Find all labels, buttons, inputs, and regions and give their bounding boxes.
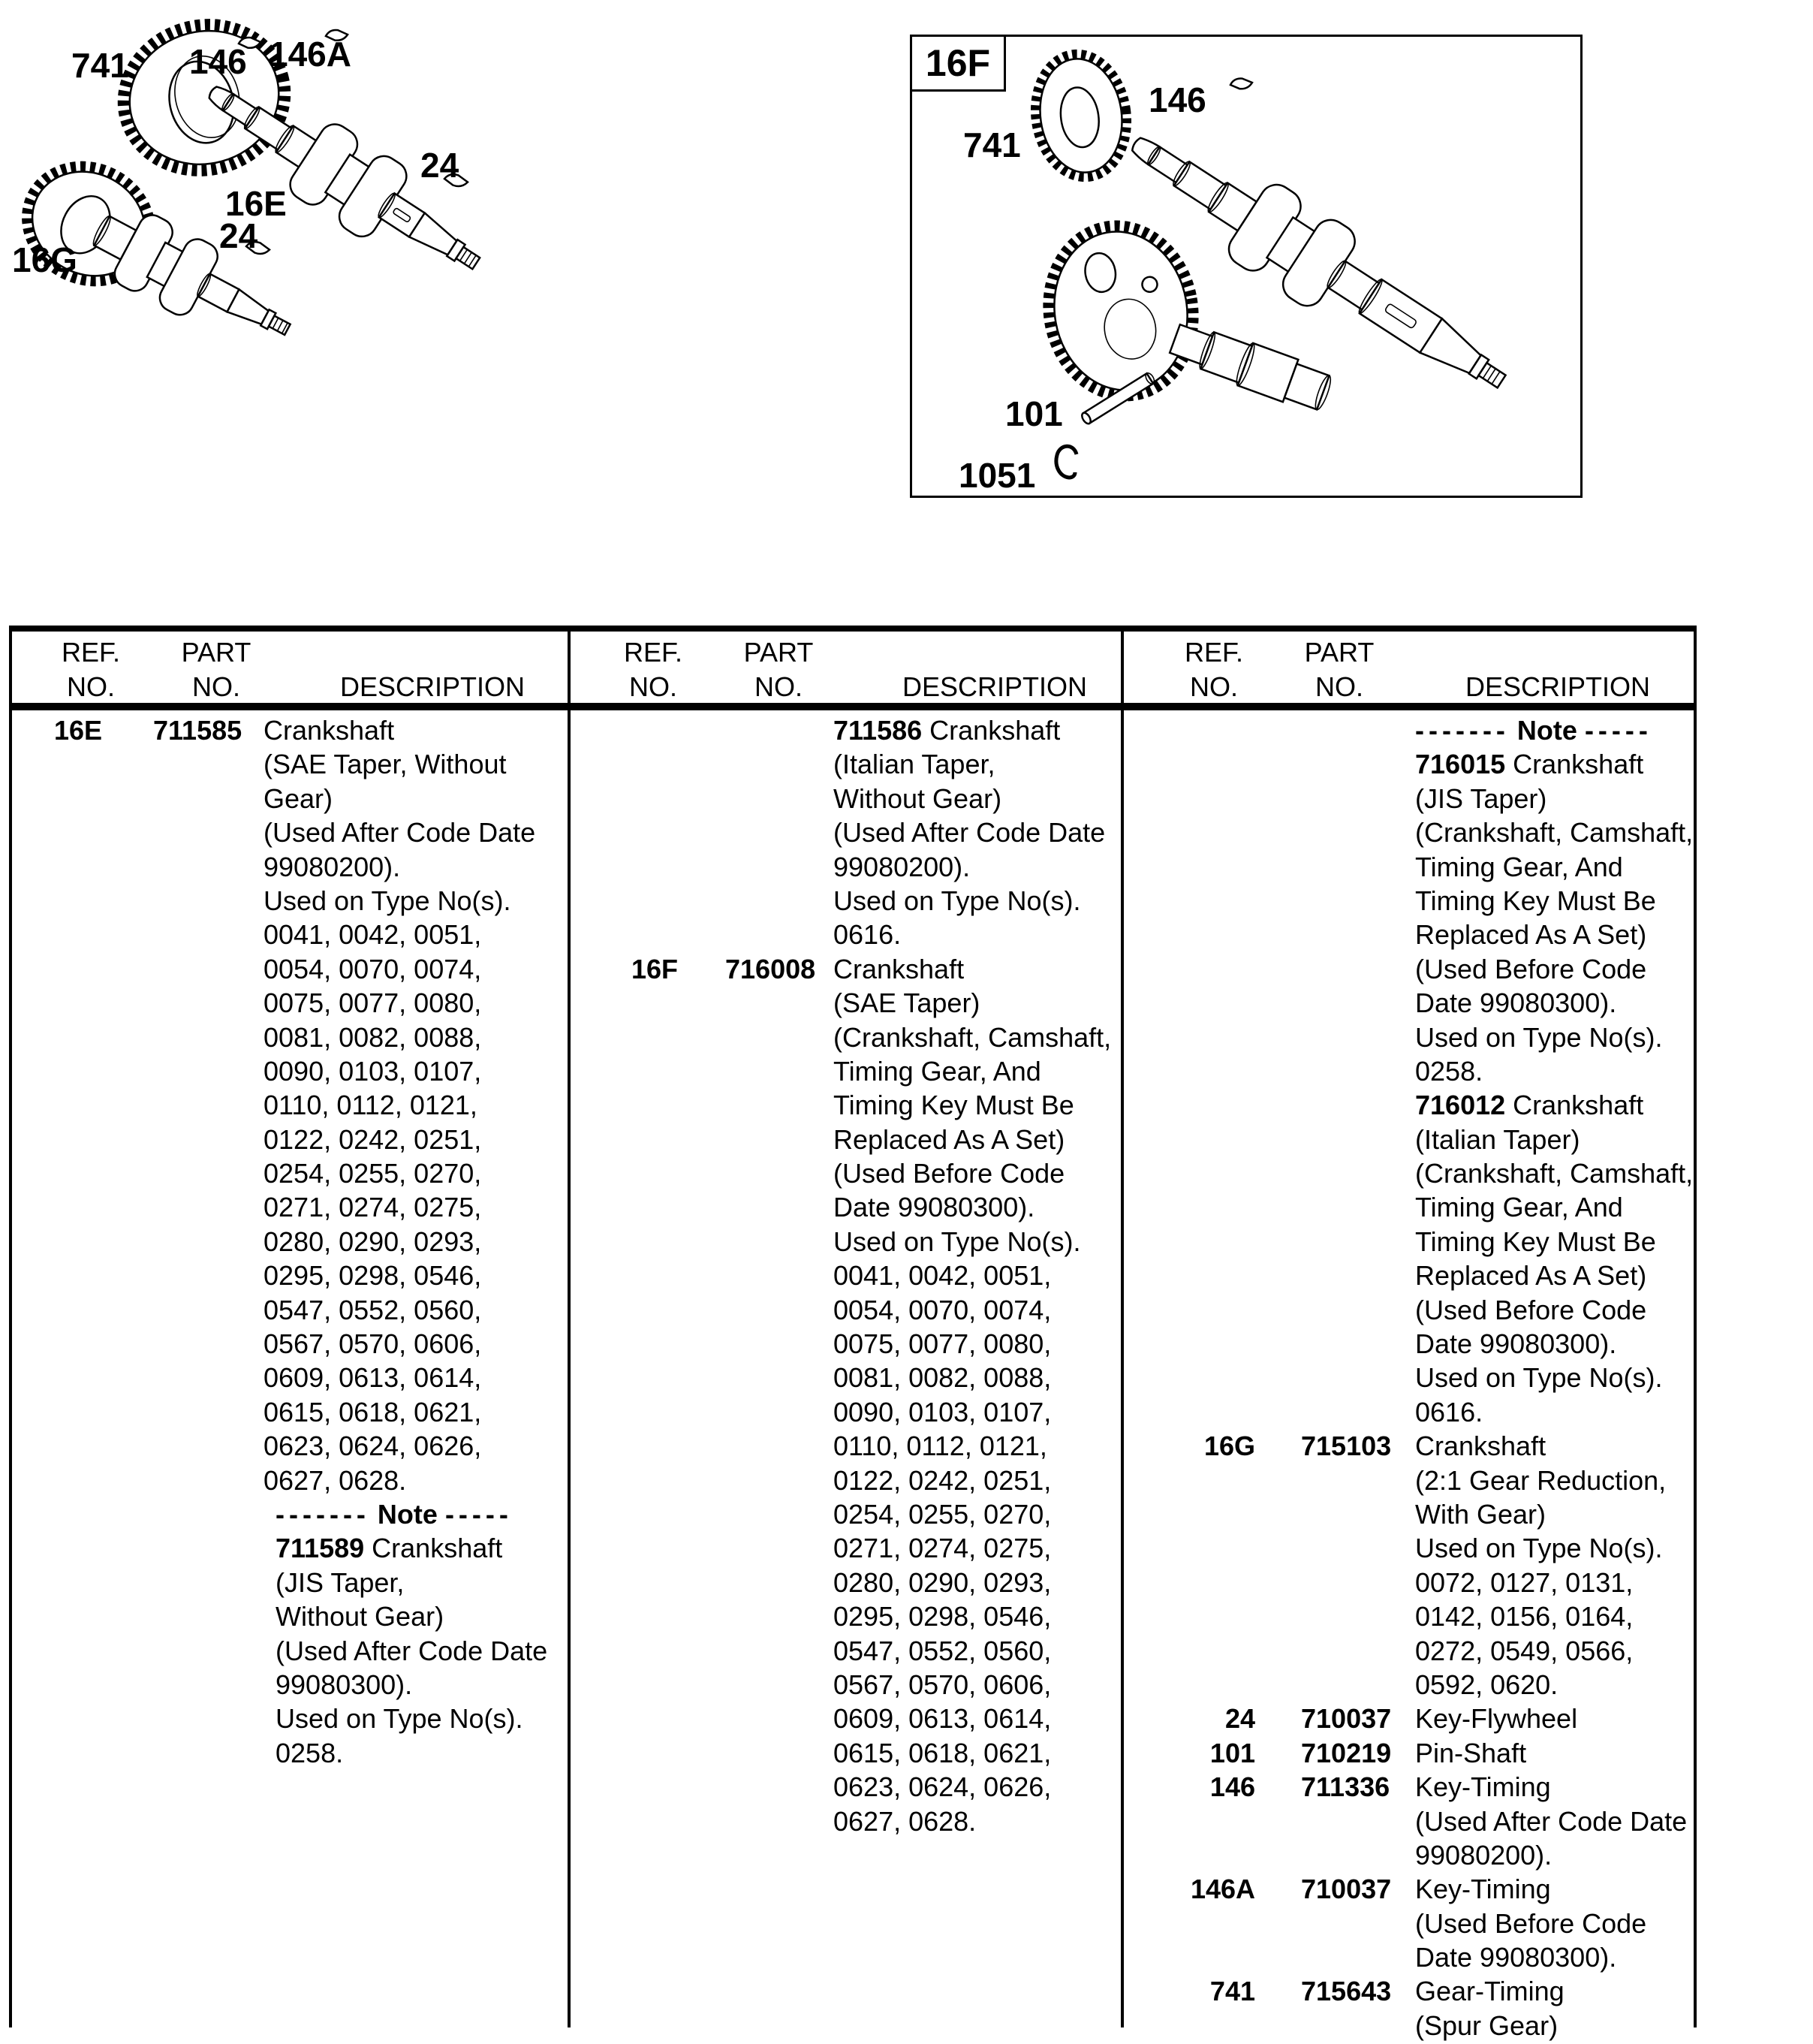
- description-cell: Date 99080300).: [1415, 1942, 1617, 1973]
- table-row: [12, 1022, 568, 1056]
- ref-no-cell: 101: [1209, 1737, 1255, 1768]
- table-row: [571, 1738, 1121, 1771]
- diagram-box-16f: [910, 35, 1583, 498]
- label-1051: 1051: [959, 456, 1036, 491]
- table-row: [1124, 1636, 1694, 1669]
- table-row: [1124, 2010, 1694, 2044]
- table-row: [12, 1397, 568, 1430]
- ref-no-cell: 741: [1209, 1976, 1255, 2007]
- part-no-header: PART: [743, 637, 814, 668]
- description-cell: 0627, 0628.: [833, 1805, 977, 1837]
- description-cell: Date 99080300).: [1415, 1328, 1617, 1360]
- ref-no-header: REF.: [623, 637, 682, 668]
- description-cell: 0258.: [1415, 1055, 1483, 1087]
- table-row: [571, 1328, 1121, 1362]
- description-cell: Timing Key Must Be: [1415, 885, 1656, 916]
- description-cell: 0041, 0042, 0051,: [264, 919, 482, 951]
- description-cell: 99080200).: [264, 851, 401, 882]
- table-row: [1124, 1056, 1694, 1090]
- table-row: [571, 1601, 1121, 1635]
- table-row: [1124, 1533, 1694, 1566]
- table-row: [571, 1806, 1121, 1840]
- table-row: [1124, 1703, 1694, 1737]
- description-cell: Key-Timing: [1415, 1874, 1551, 1905]
- table-row: [571, 1295, 1121, 1328]
- table-row: [1124, 1022, 1694, 1056]
- description-cell: 0592, 0620.: [1415, 1669, 1559, 1700]
- table-column-3: [1124, 626, 1694, 2041]
- description-cell: 0567, 0570, 0606,: [264, 1328, 482, 1360]
- description-cell: (Italian Taper): [1415, 1123, 1580, 1155]
- description-cell: (Italian Taper,: [833, 749, 995, 780]
- description-cell: 99080200).: [833, 851, 971, 882]
- description-cell: Used on Type No(s).: [833, 1225, 1081, 1257]
- description-cell: (JIS Taper): [1415, 782, 1547, 814]
- description-cell: [1415, 715, 1652, 746]
- table-row: [12, 1430, 568, 1464]
- crankshaft-diagram-16f: [912, 37, 1576, 491]
- table-row: [1124, 1567, 1694, 1601]
- description-cell: Date 99080300).: [833, 1192, 1035, 1223]
- table-row: [1124, 1430, 1694, 1464]
- description-cell: Gear-Timing: [1415, 1976, 1565, 2007]
- table-row: [12, 1703, 568, 1737]
- label-16e: 16E: [225, 184, 287, 223]
- description-cell: 0609, 0613, 0614,: [833, 1703, 1052, 1735]
- table-row: [1124, 783, 1694, 817]
- table-row: [12, 1328, 568, 1362]
- description-cell: 99080200).: [1415, 1839, 1552, 1871]
- ref-no-header: NO.: [1189, 671, 1238, 702]
- table-row: [1124, 817, 1694, 851]
- description-cell: Without Gear): [833, 782, 1002, 814]
- description-cell: (Used Before Code: [1415, 1294, 1647, 1325]
- label-24-upper: 24: [420, 146, 459, 185]
- table-row: [12, 1192, 568, 1225]
- table-row: [12, 954, 568, 987]
- part-no-header: PART: [181, 637, 251, 668]
- table-row: [12, 1465, 568, 1499]
- part-no-cell: 710037: [1301, 1874, 1392, 1905]
- description-cell: 0054, 0070, 0074,: [264, 953, 482, 984]
- description-cell: (Used After Code Date: [264, 817, 536, 849]
- table-row: [12, 1362, 568, 1396]
- description-cell: Gear): [264, 782, 333, 814]
- table-row: [571, 1397, 1121, 1430]
- description-cell: 0271, 0274, 0275,: [264, 1192, 482, 1223]
- ref-no-header: NO.: [66, 671, 115, 702]
- description-cell: Timing Gear, And: [1415, 1192, 1623, 1223]
- description-cell: Pin-Shaft: [1415, 1737, 1527, 1768]
- table-row: [571, 954, 1121, 987]
- table-row: [1124, 1397, 1694, 1430]
- table-row: [12, 1260, 568, 1294]
- description-cell: 0075, 0077, 0080,: [833, 1328, 1052, 1360]
- column-1-rows: [12, 715, 568, 1771]
- description-cell: 0254, 0255, 0270,: [264, 1158, 482, 1189]
- camshaft-drawing: [1167, 318, 1335, 415]
- table-row: [571, 1056, 1121, 1090]
- label-16g: 16G: [12, 240, 77, 279]
- table-row: [571, 1192, 1121, 1225]
- description-cell: Timing Gear, And: [1415, 851, 1623, 882]
- label-24-lower: 24: [219, 216, 258, 255]
- table-row: [12, 1499, 568, 1533]
- label-101: 101: [1005, 394, 1063, 433]
- description-cell: 0623, 0624, 0626,: [264, 1430, 482, 1462]
- description-cell: 716012 Crankshaft: [1415, 1090, 1644, 1121]
- part-no-cell: 715643: [1301, 1976, 1392, 2007]
- timing-gear-741-16f-drawing: [1028, 48, 1134, 182]
- description-cell: 0280, 0290, 0293,: [833, 1566, 1052, 1598]
- table-row: [571, 1669, 1121, 1703]
- table-row: [1124, 1908, 1694, 1942]
- description-cell: (Used After Code Date: [1415, 1805, 1688, 1837]
- table-row: [1124, 919, 1694, 953]
- inline-part-no: 716012: [1415, 1090, 1506, 1121]
- description-cell: 0110, 0112, 0121,: [264, 1090, 477, 1121]
- note-dashes: -------: [276, 1498, 370, 1530]
- table-row: [1124, 1226, 1694, 1260]
- description-cell: Used on Type No(s).: [833, 885, 1081, 916]
- description-cell: Replaced As A Set): [1415, 1260, 1647, 1292]
- description-cell: (Used After Code Date: [833, 817, 1106, 849]
- description-cell: Replaced As A Set): [833, 1123, 1065, 1155]
- table-row: [12, 1636, 568, 1669]
- description-cell: 711586 Crankshaft: [833, 715, 1061, 746]
- description-cell: (SAE Taper): [833, 987, 980, 1019]
- table-row: [12, 852, 568, 885]
- description-cell: (Used Before Code: [833, 1158, 1065, 1189]
- description-cell: 0272, 0549, 0566,: [1415, 1635, 1634, 1666]
- table-row: [1124, 1124, 1694, 1158]
- table-row: [571, 1022, 1121, 1056]
- table-row: [571, 1158, 1121, 1192]
- table-row: [12, 749, 568, 782]
- description-cell: Timing Gear, And: [833, 1055, 1041, 1087]
- part-no-cell: 710037: [1301, 1703, 1392, 1735]
- label-741-16f: 741: [963, 125, 1021, 164]
- part-no-cell: 710219: [1301, 1737, 1392, 1768]
- part-no-cell: 716008: [725, 953, 816, 984]
- ref-no-cell: 146: [1209, 1771, 1255, 1803]
- label-16f: 16F: [925, 42, 991, 84]
- description-cell: Without Gear): [276, 1601, 444, 1632]
- inline-part-no: 716015: [1415, 749, 1506, 780]
- description-cell: (Used Before Code: [1415, 1907, 1647, 1939]
- table-row: [12, 919, 568, 953]
- camshaft-gear-drawing: [1035, 214, 1207, 408]
- inline-part-no: 711589: [276, 1533, 365, 1564]
- description-cell: Used on Type No(s).: [264, 885, 511, 916]
- table-row: [12, 1090, 568, 1123]
- table-row: [12, 987, 568, 1021]
- table-row: [571, 1533, 1121, 1566]
- description-cell: 0615, 0618, 0621,: [833, 1737, 1052, 1768]
- table-row: [12, 1738, 568, 1771]
- key-146-16f-icon: [1230, 77, 1252, 91]
- description-cell: 0280, 0290, 0293,: [264, 1225, 482, 1257]
- table-row: [571, 1499, 1121, 1533]
- description-cell: 0081, 0082, 0088,: [264, 1021, 482, 1053]
- description-cell: (Crankshaft, Camshaft,: [833, 1021, 1112, 1053]
- table-row: [1124, 1669, 1694, 1703]
- table-row: [1124, 1840, 1694, 1874]
- label-741-left: 741: [71, 46, 129, 85]
- table-row: [1124, 1771, 1694, 1805]
- table-row: [1124, 1976, 1694, 2009]
- description-cell: Key-Timing: [1415, 1771, 1551, 1803]
- description-cell: 0081, 0082, 0088,: [833, 1362, 1052, 1394]
- label-146-left: 146: [189, 42, 247, 81]
- table-row: [571, 1090, 1121, 1123]
- description-cell: (Crankshaft, Camshaft,: [1415, 817, 1694, 849]
- note-label: Note: [1509, 715, 1585, 746]
- column-3-rows: [1124, 715, 1694, 2044]
- description-cell: Timing Key Must Be: [833, 1090, 1074, 1121]
- part-no-cell: 715103: [1301, 1430, 1392, 1462]
- table-row: [1124, 1465, 1694, 1499]
- table-row: [1124, 1192, 1694, 1225]
- description-cell: 0623, 0624, 0626,: [833, 1771, 1052, 1803]
- ref-no-cell: 16E: [53, 715, 102, 746]
- description-cell: Used on Type No(s).: [1415, 1021, 1663, 1053]
- part-no-header: NO.: [754, 671, 803, 702]
- description-cell: 0122, 0242, 0251,: [833, 1464, 1052, 1496]
- table-row: [1124, 987, 1694, 1021]
- table-row: [12, 1158, 568, 1192]
- exploded-parts-diagrams: [0, 0, 1813, 626]
- table-border-right: [1694, 626, 1697, 2027]
- description-cell: 0609, 0613, 0614,: [264, 1362, 482, 1394]
- part-no-cell: 711336: [1301, 1771, 1390, 1803]
- table-row: [12, 1669, 568, 1703]
- description-cell: (2:1 Gear Reduction,: [1415, 1464, 1667, 1496]
- table-row: [12, 1601, 568, 1635]
- table-row: [1124, 715, 1694, 749]
- diagram-box-16f-label: [910, 35, 1006, 92]
- table-row: [571, 1465, 1121, 1499]
- description-cell: Used on Type No(s).: [1415, 1362, 1663, 1394]
- table-row: [1124, 1295, 1694, 1328]
- description-cell: (JIS Taper,: [276, 1566, 405, 1598]
- description-cell: 0616.: [833, 919, 902, 951]
- ref-no-cell: 16G: [1203, 1430, 1255, 1462]
- description-cell: 0271, 0274, 0275,: [833, 1533, 1052, 1564]
- description-cell: 0615, 0618, 0621,: [264, 1396, 482, 1427]
- ref-no-cell: 16F: [631, 953, 678, 984]
- description-cell: (Crankshaft, Camshaft,: [1415, 1158, 1694, 1189]
- table-row: [1124, 1738, 1694, 1771]
- description-cell: 0142, 0156, 0164,: [1415, 1601, 1634, 1632]
- description-cell: 0254, 0255, 0270,: [833, 1498, 1052, 1530]
- table-row: [1124, 1362, 1694, 1396]
- table-row: [12, 817, 568, 851]
- table-row: [571, 783, 1121, 817]
- part-no-header: NO.: [1315, 671, 1363, 702]
- description-cell: Crankshaft: [1415, 1430, 1546, 1462]
- description-cell: 711589 Crankshaft: [276, 1533, 503, 1564]
- description-cell: 0090, 0103, 0107,: [833, 1396, 1052, 1427]
- note-label: Note: [369, 1498, 445, 1530]
- table-row: [571, 715, 1121, 749]
- table-row: [571, 987, 1121, 1021]
- description-header: DESCRIPTION: [1465, 671, 1651, 702]
- table-row: [12, 1295, 568, 1328]
- table-row: [571, 1567, 1121, 1601]
- description-cell: (SAE Taper, Without: [264, 749, 507, 780]
- ref-no-header: REF.: [1184, 637, 1243, 668]
- description-header: DESCRIPTION: [902, 671, 1088, 702]
- table-row: [1124, 885, 1694, 919]
- part-no-cell: 711585: [153, 715, 242, 746]
- description-cell: With Gear): [1415, 1498, 1546, 1530]
- table-row: [571, 817, 1121, 851]
- description-cell: Key-Flywheel: [1415, 1703, 1578, 1735]
- part-no-header: NO.: [191, 671, 240, 702]
- table-row: [571, 1430, 1121, 1464]
- table-row: [571, 749, 1121, 782]
- table-row: [12, 1533, 568, 1566]
- description-cell: 716015 Crankshaft: [1415, 749, 1644, 780]
- table-row: [1124, 1942, 1694, 1976]
- description-cell: 0547, 0552, 0560,: [264, 1294, 482, 1325]
- column-2-rows: [571, 715, 1121, 1840]
- description-cell: 0110, 0112, 0121,: [833, 1430, 1047, 1462]
- note-dashes: -----: [1584, 715, 1652, 746]
- table-row: [571, 1362, 1121, 1396]
- table-row: [12, 783, 568, 817]
- inline-part-no: 711586: [833, 715, 923, 746]
- part-no-header: PART: [1304, 637, 1375, 668]
- table-row: [12, 1056, 568, 1090]
- table-row: [12, 1124, 568, 1158]
- description-cell: 0547, 0552, 0560,: [833, 1635, 1052, 1666]
- table-row: [571, 1260, 1121, 1294]
- ref-no-header: NO.: [628, 671, 677, 702]
- table-row: [1124, 852, 1694, 885]
- description-header: DESCRIPTION: [339, 671, 526, 702]
- description-cell: 0072, 0127, 0131,: [1415, 1566, 1634, 1598]
- description-cell: 0258.: [276, 1737, 344, 1768]
- table-row: [1124, 749, 1694, 782]
- table-row: [1124, 1090, 1694, 1123]
- table-row: [1124, 1158, 1694, 1192]
- description-cell: (Spur Gear): [1415, 2009, 1559, 2041]
- label-146-16f: 146: [1149, 80, 1206, 119]
- description-cell: (Used After Code Date: [276, 1635, 548, 1666]
- ref-no-cell: 24: [1224, 1703, 1255, 1735]
- description-cell: [276, 1499, 513, 1530]
- table-row: [1124, 954, 1694, 987]
- description-cell: Date 99080300).: [1415, 987, 1617, 1019]
- description-cell: 0616.: [1415, 1396, 1483, 1427]
- description-cell: (Used Before Code: [1415, 953, 1647, 984]
- description-cell: Replaced As A Set): [1415, 919, 1647, 951]
- table-row: [571, 1703, 1121, 1737]
- table-row: [12, 1226, 568, 1260]
- description-cell: Crankshaft: [264, 715, 395, 746]
- snap-ring-icon: [1056, 446, 1077, 478]
- table-column-2: [571, 626, 1121, 2027]
- table-row: [571, 885, 1121, 919]
- description-cell: Timing Key Must Be: [1415, 1225, 1656, 1257]
- table-row: [571, 1226, 1121, 1260]
- table-row: [571, 1771, 1121, 1805]
- description-cell: 0627, 0628.: [264, 1464, 407, 1496]
- description-cell: 0295, 0298, 0546,: [833, 1601, 1052, 1632]
- table-row: [571, 1636, 1121, 1669]
- label-146a: 146A: [269, 35, 351, 74]
- description-cell: 0122, 0242, 0251,: [264, 1123, 482, 1155]
- description-cell: 0567, 0570, 0606,: [833, 1669, 1052, 1700]
- note-dashes: -----: [444, 1498, 513, 1530]
- description-cell: 0041, 0042, 0051,: [833, 1260, 1052, 1292]
- table-row: [571, 919, 1121, 953]
- table-row: [1124, 1499, 1694, 1533]
- note-dashes: -------: [1415, 715, 1510, 746]
- table-row: [12, 1567, 568, 1601]
- description-cell: 0075, 0077, 0080,: [264, 987, 482, 1019]
- description-cell: 0295, 0298, 0546,: [264, 1260, 482, 1292]
- ref-no-cell: 146A: [1190, 1874, 1255, 1905]
- description-cell: 0054, 0070, 0074,: [833, 1294, 1052, 1325]
- description-cell: Used on Type No(s).: [276, 1703, 523, 1735]
- ref-no-header: REF.: [61, 637, 120, 668]
- table-row: [571, 852, 1121, 885]
- description-cell: 0090, 0103, 0107,: [264, 1055, 482, 1087]
- table-row: [1124, 1874, 1694, 1907]
- description-cell: Crankshaft: [833, 953, 965, 984]
- table-row: [12, 885, 568, 919]
- crankshaft-diagram-left: [0, 0, 571, 360]
- table-row: [571, 1124, 1121, 1158]
- table-row: [1124, 1806, 1694, 1840]
- table-row: [12, 715, 568, 749]
- table-row: [1124, 1260, 1694, 1294]
- table-row: [1124, 1601, 1694, 1635]
- description-cell: 99080300).: [276, 1669, 413, 1700]
- description-cell: Used on Type No(s).: [1415, 1533, 1663, 1564]
- table-column-1: [12, 626, 568, 2027]
- table-row: [1124, 1328, 1694, 1362]
